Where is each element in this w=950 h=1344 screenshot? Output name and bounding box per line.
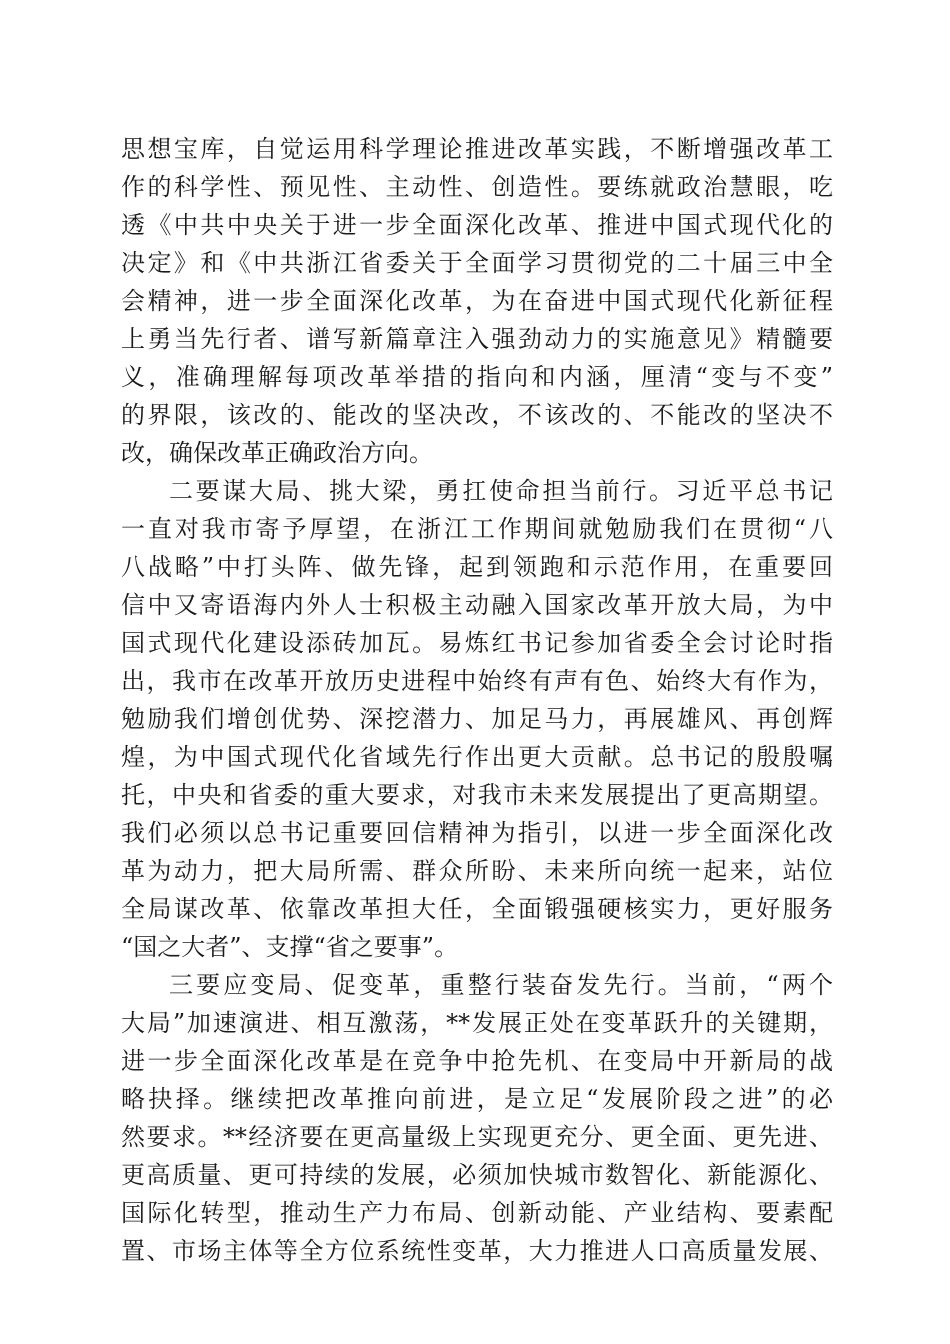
text-line: 义，准确理解每项改革举措的指向和内涵，厘清“变与不变”: [121, 363, 833, 391]
text-line: 更高质量、更可持续的发展，必须加快城市数智化、新能源化、: [121, 1161, 833, 1189]
text-line: 然要求。**经济要在更高量级上实现更充分、更全面、更先进、: [121, 1123, 833, 1151]
text-line: 出，我市在改革开放历史进程中始终有声有色、始终大有作为，: [121, 667, 833, 695]
text-line: 煌，为中国式现代化省域先行作出更大贡献。总书记的殷殷嘱: [121, 743, 833, 771]
text-line: 托，中央和省委的重大要求，对我市未来发展提出了更高期望。: [121, 781, 833, 809]
text-line: 国式现代化建设添砖加瓦。易炼红书记参加省委全会讨论时指: [121, 629, 833, 657]
text-line: 革为动力，把大局所需、群众所盼、未来所向统一起来，站位: [121, 857, 833, 885]
text-line: 会精神，进一步全面深化改革，为在奋进中国式现代化新征程: [121, 287, 833, 315]
text-line: 三要应变局、促变革，重整行装奋发先行。当前，“两个: [169, 971, 833, 999]
text-line: 思想宝库，自觉运用科学理论推进改革实践，不断增强改革工: [121, 135, 833, 163]
text-line: 全局谋改革、依靠改革担大任，全面锻强硬核实力，更好服务: [121, 895, 833, 923]
text-line: “国之大者”、支撑“省之要事”。: [121, 933, 459, 961]
text-line: 作的科学性、预见性、主动性、创造性。要练就政治慧眼，吃: [121, 173, 833, 201]
text-line: 一直对我市寄予厚望，在浙江工作期间就勉励我们在贯彻“八: [121, 515, 833, 543]
text-line: 我们必须以总书记重要回信精神为指引，以进一步全面深化改: [121, 819, 833, 847]
text-line: 二要谋大局、挑大梁，勇扛使命担当前行。习近平总书记: [169, 477, 833, 505]
text-line: 略抉择。继续把改革推向前进，是立足“发展阶段之进”的必: [121, 1085, 833, 1113]
text-line: 改，确保改革正确政治方向。: [121, 439, 433, 467]
text-line: 大局”加速演进、相互激荡，**发展正处在变革跃升的关键期，: [121, 1009, 833, 1037]
text-line: 置、市场主体等全方位系统性变革，大力推进人口高质量发展、: [121, 1237, 833, 1265]
text-line: 进一步全面深化改革是在竞争中抢先机、在变局中开新局的战: [121, 1047, 833, 1075]
text-line: 信中又寄语海内外人士积极主动融入国家改革开放大局，为中: [121, 591, 833, 619]
text-line: 国际化转型，推动生产力布局、创新动能、产业结构、要素配: [121, 1199, 833, 1227]
text-line: 八战略”中打头阵、做先锋，起到领跑和示范作用，在重要回: [121, 553, 833, 581]
text-line: 勉励我们增创优势、深挖潜力、加足马力，再展雄风、再创辉: [121, 705, 833, 733]
body-text: [121, 130, 833, 1270]
text-line: 上勇当先行者、谱写新篇章注入强劲动力的实施意见》精髓要: [121, 325, 833, 353]
text-line: 的界限，该改的、能改的坚决改，不该改的、不能改的坚决不: [121, 401, 833, 429]
text-line: 透《中共中央关于进一步全面深化改革、推进中国式现代化的: [121, 211, 833, 239]
text-line: 决定》和《中共浙江省委关于全面学习贯彻党的二十届三中全: [121, 249, 833, 277]
